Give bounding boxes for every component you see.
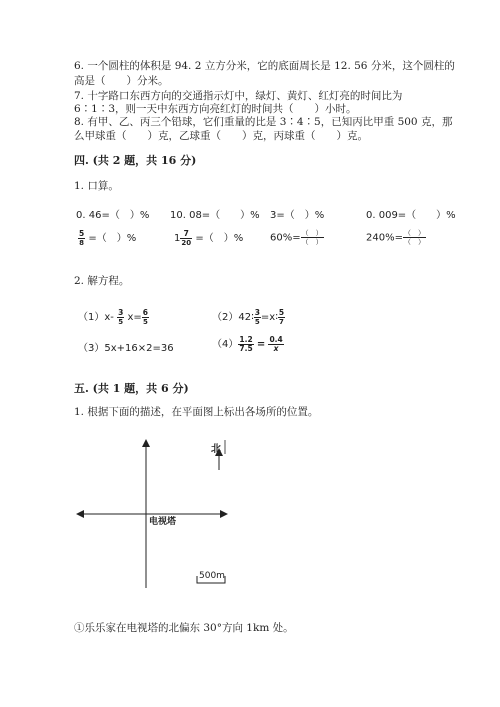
q6-line2: 高是（ ）分米。 [74, 75, 169, 87]
equation-4: （4） $\frac{1.2}{7.5}$ = $\frac{0.4}{x}$ [212, 334, 283, 353]
equation-2: （2）42∶ $\frac{3}{5}$ =x∶ $\frac{5}{7}$ [212, 307, 285, 326]
equation-label: 2. 解方程。 [74, 275, 130, 287]
north-label: 北 [211, 444, 221, 455]
q6-line1: 6. 一个圆柱的体积是 94. 2 立方分米，它的底面周长是 12. 56 分米，这个圆柱的 [74, 60, 455, 72]
scale-label: 500m [199, 571, 225, 581]
map-item-1: ①乐乐家在电视塔的北偏东 30°方向 1km 处。 [74, 622, 294, 634]
oral-calc-label: 1. 口算。 [74, 180, 119, 192]
equation-3: （3）5x+16×2=36 [78, 343, 174, 354]
q7-line2: 6∶1∶3，则一天中东西方向亮红灯的时间共（ ）小时。 [74, 103, 357, 115]
fraction: $\frac{3}{5}$ [118, 307, 124, 326]
q7-line1: 7. 十字路口东西方向的交通指示灯中，绿灯、黄灯、红灯亮的时间比为 [74, 90, 403, 102]
fraction: $\frac{7}{20}$ [181, 228, 192, 247]
fraction: $\frac{5}{7}$ [278, 307, 285, 326]
q8-line1: 8. 有甲、乙、丙三个铅球，它们重量的比是 3∶4∶5，已知丙比甲重 500 克，那 [74, 116, 453, 128]
fraction: $\frac{( )}{( )}$ [403, 229, 425, 246]
section4-title: 四. (共 2 题，共 16 分) [74, 154, 197, 167]
q8-line2: 么甲球重（ ）克，乙球重（ ）克，丙球重（ ）克。 [74, 130, 368, 142]
calc-r1-b: 10. 08=（ ）% [170, 210, 260, 221]
calc-r2-c: 60%= $\frac{( )}{( )}$ [270, 229, 323, 246]
fraction: $\frac{5}{8}$ [79, 228, 85, 247]
calc-r1-a: 0. 46=（ ）% [76, 210, 150, 221]
tv-tower-label: 电视塔 [149, 517, 177, 527]
calc-r2-a: $\frac{5}{8}$ =（ ）% [79, 228, 137, 247]
equation-1: （1）x- $\frac{3}{5}$ x= $\frac{6}{5}$ [78, 307, 149, 326]
fraction: $\frac{1.2}{7.5}$ [239, 334, 253, 353]
fraction: $\frac{0.4}{x}$ [269, 334, 283, 353]
calc-r1-c: 3=（ ）% [270, 210, 325, 221]
fraction: $\frac{3}{5}$ [254, 307, 260, 326]
fraction: $\frac{( )}{( )}$ [301, 229, 323, 246]
section5-title: 五. (共 1 题，共 6 分) [74, 382, 189, 395]
calc-r2-b: 1 $\frac{7}{20}$ =（ ）% [174, 228, 244, 247]
fraction: $\frac{6}{5}$ [142, 307, 149, 326]
calc-r1-d: 0. 009=（ ）% [366, 210, 456, 221]
calc-r2-d: 240%= $\frac{( )}{( )}$ [366, 229, 425, 246]
map-question-label: 1. 根据下面的描述，在平面图上标出各场所的位置。 [74, 406, 319, 418]
